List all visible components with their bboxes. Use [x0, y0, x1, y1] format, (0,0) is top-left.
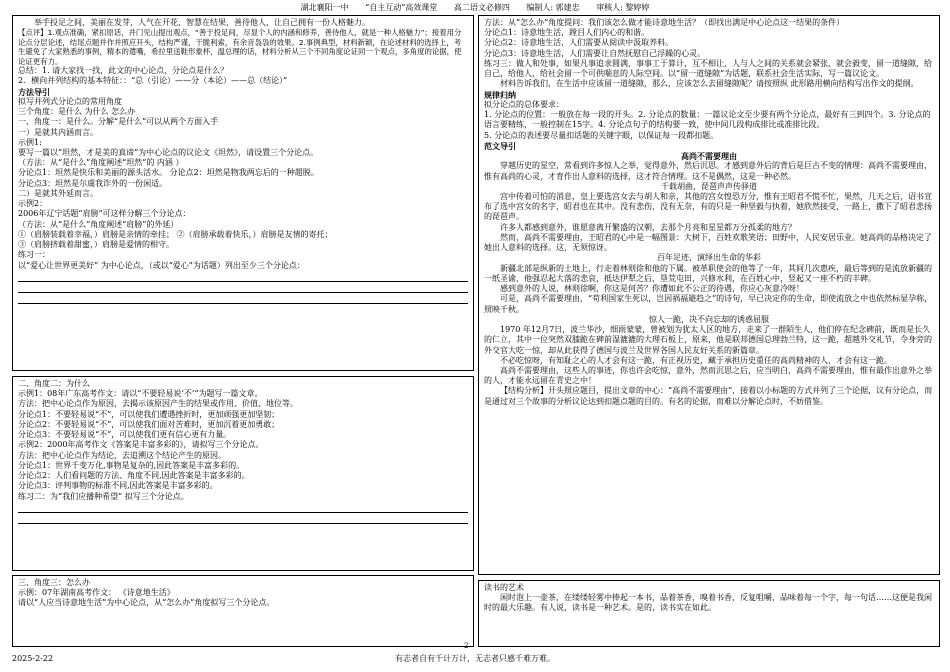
header-editor: 编制人: 郭建忠: [526, 3, 580, 12]
paragraph: 练习一：: [18, 250, 50, 260]
paragraph: 三个角度：是什么 为什么 怎么办: [18, 107, 136, 117]
paragraph: 请以“人应当诗意地生活”为中心论点，从“怎么办”角度拟写三个分论点。: [18, 598, 275, 608]
paragraph: 【结构分析】开头照应题目，提出文章的中心：“高尚不需要理由”，接着以小标题的方式并列了三个论据，议有分论点，而是通过对三个故事的分析议论达到扣题点题的目的。有名的论据，而难以分解论点时，不妨借鉴。: [484, 386, 933, 406]
answer-line: [18, 271, 468, 282]
paragraph: ①（肩膀装载着幸福，）肩膀是亲情的牵挂； ②（肩膀承载着快乐，）肩膀是友情的寄托；: [18, 229, 333, 239]
right-box2-content: [484, 583, 934, 614]
paragraph: 一、角度一：是什么。分解“是什么”可以从两个方面入手: [18, 117, 219, 127]
paragraph: ③（肩膀挤载着甜蜜，）肩膀是爱情的相守。: [18, 240, 174, 250]
paragraph: 示例2：2000年高考作文《答案是丰富多彩的》，请拟写三个分论点。: [18, 440, 264, 450]
right-box1-content: [484, 18, 934, 407]
paragraph: 范文导引: [484, 140, 516, 151]
paragraph: 不必吃惊呀，有知耻之心的人才会有这一跪，有正视历史，藏于承担历史重任的高尚精神的人，才会有这一跪。: [500, 355, 892, 365]
paragraph: 百年足迹，演绎出生命的华彩: [657, 253, 761, 263]
paragraph: 以“爱心让世界更美好” 为中心论点，（或以“爱心”为话题）列出至少三个分论点：: [18, 260, 305, 270]
paragraph: 分论点3：坦然是尔虞我诈外的一份闲适。: [18, 178, 168, 188]
paragraph: 规律归纳: [484, 89, 516, 100]
paragraph: 可是，高尚不需要理由，“苟利国家生死以，岂因祸福避趋之”的诗句，早已决定你的生命，即使流放之中也依然标显孕称，照映千秋。: [484, 294, 933, 314]
paragraph: 高尚不需要理由，这些人的事迹，你也许会吃惊，意外，然而沉思之后，应当明白，高尚不需要理由，惟有最作出意外之举的人，才能永远留在青史之中！: [484, 365, 932, 386]
paragraph: 5. 分论点的表述要尽量扣话题的关键字眼，以保证每一段都扣题。: [484, 130, 719, 140]
header-school: 湖北襄阳一中: [300, 3, 349, 12]
paragraph: 分论点1：坦然是快乐和美丽的源头活水。 分论点2：坦然是物我两忘后的一种超脱。: [18, 168, 319, 178]
right-box-reading-art: [478, 580, 940, 647]
paragraph: 宫中传着可怕的消息，皇上要选宫女去与胡人和亲，其他的宫女惶恐万分，惟有王昭君不慌不忙，果然，几天之后，诏书宣布了选中宫女的名字，昭君也在其中。没有悲伤，没有无奈，有的只是一种坚毅与执着，她欣然接受，一路上，撒下了昭君悲扬的琵琶声。: [484, 191, 932, 222]
answer-line: [18, 513, 468, 524]
page-header: [0, 3, 950, 13]
paragraph: 要写一篇以“坦然，才是美的真谛”为中心论点的议论文《坦然》，请设置三个分论点。: [18, 147, 319, 157]
left-box2-content: [18, 379, 468, 502]
paragraph: 惊人一跪，决不向忘却的诱惑屈服: [649, 314, 769, 324]
paragraph: 一）是就其内涵而言。: [18, 127, 98, 137]
right-column: [478, 15, 940, 647]
header-subject: “自主互动”高效课堂: [365, 3, 438, 12]
paragraph: 1. 分论点的位置：一般放在每一段的开头。2. 分论点的数量：一篇议论文至少要有两个分论点，最好有三到四个。3. 分论点的语言要精练，一般控制在15字。4. 分论点句子的结构要一致，使中间几段构成排比或准排比段。: [484, 110, 931, 130]
right-box-methods-and-model-essay: [478, 15, 940, 575]
page-footer: [0, 642, 950, 668]
paragraph: 分论点3：评判事物的标准不同,因此答案是丰富多彩的。: [18, 481, 218, 491]
paragraph: 示例1:: [18, 137, 42, 147]
paragraph: 方法：从“怎么办”角度提问：我们该怎么做才能诗意地生活？（即找出满足中心论点这一结果的条件）: [484, 18, 845, 27]
paragraph: 2006年辽宁话题“肩膀”可这样分解三个分论点：: [18, 209, 191, 219]
paragraph: 新疆北部是纵新的土地上，行走着林则徐和他的下属。被革职使会的他等了一年，其间几次惠疾，最后等到的是流放新疆的一纸圣谕，他强忍起大落的悲哀，抵达伊犁之后，垦荒屯田，兴修水利，在百姓心中，竖起又一座不朽的丰碑。: [484, 263, 932, 283]
paragraph: 示例2：: [18, 199, 48, 209]
footer-motto: 有志者自有千计万计，无志者只感千难万难。: [395, 654, 555, 663]
left-box-angle-why: [12, 376, 474, 571]
paragraph: 分论点2：诗意地生活，人们需要从阅读中汲取养料。: [484, 38, 674, 48]
paragraph: 分论点1：诗意地生活，蹚目人们内心的和谐。: [484, 28, 650, 38]
paragraph: 许多人都感到意外，谁愿意离开繁盛的汉朝，去那个月亮和星星都万分孤柔的地方？: [500, 222, 796, 232]
paragraph: 读书的艺术: [484, 583, 524, 592]
paragraph: 方法：把中心论点作为原因，去揭示该原因产生的结果或作用、价值、地位等。: [18, 399, 298, 409]
paragraph: 二、角度二：为什么: [18, 379, 90, 388]
left-column: [12, 15, 474, 647]
paragraph: 2．横向并列结构的基本特征：：“总（引论）——分（本论）——总（结论）”: [18, 76, 288, 86]
paragraph: 【点评】1.观点准确，紧扣原话，并门见山提出观点，“善于投足间，尽显个人的内涵和修养，善待他人，就是一种人格魅力”；接着用分论点分层论述，结尾点题并作并照应开头，结构严谨，干脆利索，有余音袅袅的效果。2.事例典型，材料新颖，在论述材料的选择上，考生避免了大家熟悉的事例，精本的遣嘴，希拉里送鞋形象杯，温总理的话，材料分析从三个不同角度论证同一个观点，多角度的论据，使论证更有力。: [18, 28, 462, 66]
footer-date: 2025-2-22: [12, 654, 54, 663]
paragraph: （方法：从“是什么”角度阐述“肩膀”的外延）: [18, 219, 179, 229]
paragraph: 三、角度三：怎么办: [18, 578, 90, 587]
left-box-angle-how: [12, 575, 474, 647]
paragraph: 分论点2：不要轻易说“不”，可以使我们面对苦难时，更加沉着更加勇敢；: [18, 419, 280, 429]
paragraph: 1970 年12月7日，波兰华沙，细雨蒙蒙，曾被划为犹太人区的地方，走来了一群陌生人，他们停在纪念碑前，既而是长久的仁立，其中一位突然双膝跪在碑前湿漉漉的大理石板上，原来，他是联邦德国总理勃兰特，这一跪，超越外交礼节，令身旁的外交官大吃一惊，却从此获得了德国与波兰及世界各国人民友好关系的新篇章。: [484, 325, 932, 355]
paragraph: 材料告诉我们，在生活中应该留一道缝隙，那么，应该怎么去留缝隙呢？请按照纵 此形路用横向结构写出作文的提纲。: [500, 79, 919, 89]
paragraph: 举手投足之间，美丽在发芽，人气在开花，智慧在结果，善待他人，让自己拥有一份人格魅力。: [34, 18, 370, 27]
paragraph: 分论点1：不要轻易说“不”，可以使我们遭遇挫折时，更加顽强更加坚韧；: [18, 409, 280, 419]
paragraph: 练习二：为“我们应播种希望” 拟写三个分论点。: [18, 491, 189, 501]
paragraph: 拟分论点的总体要求：: [484, 99, 564, 109]
paragraph: 分论点3：诗意地生活，人们需要让自然抚慰自己浮躁的心灵。: [484, 48, 706, 58]
header-grade: 高二语文必修四: [453, 3, 510, 12]
answer-line: [18, 282, 468, 293]
paragraph: 方法导引: [18, 86, 50, 97]
paragraph: 感到意外的人说，林则徐啊，你这是何苦？你遭如此不公正的待遇，你应心灰意冷呀！: [500, 284, 804, 294]
paragraph: 分论点2：人们看问题的方法、角度不同,因此答案是丰富多彩的。: [18, 471, 250, 481]
paragraph: 方法：把中心论点作为结论，去追溯这个结论产生的原因。: [18, 450, 226, 460]
left-box-outline-examples: [12, 15, 474, 371]
answer-line: [18, 293, 468, 304]
paragraph: 穿越历史的星空，常看到许多惊人之举，觉得意外，然后沉思。才感到意外后的背后是巨古不变的情理：高尚不需要理由，惟有高尚的心灵，才育作出人意料的选择，这才符合情理。这不是偶然，这是一种必然。: [484, 161, 932, 181]
paragraph: 拟写并列式分论点的常用角度: [18, 96, 122, 106]
left-box3-content: [18, 578, 468, 609]
paragraph: 总结：1. 请大家找一找，此文的中心论点、分论点是什么？: [18, 66, 229, 76]
paragraph: 分论点3：不要轻易说“不”，可以使我们更有信心更有力量。: [18, 430, 232, 440]
paragraph: 示例：07年湖南高考作文： 《诗意地生活》: [18, 588, 175, 598]
paragraph: 分论点1：世界千变万化,事物是复杂的,因此答案是丰富多彩的。: [18, 460, 245, 470]
paragraph: 二）是就其外延而言。: [18, 188, 98, 198]
left-box1-content: [18, 18, 468, 271]
paragraph: （方法：从“是什么”角度阐述“坦然”的 内涵 ）: [18, 158, 184, 168]
header-reviewer: 审核人: 黎婷婷: [596, 3, 650, 12]
paragraph: 练习三：做人和处事，如果凡事追求圆满，事事工于算计，互不相让，人与人之间的关系就会紧张，就会毅变，留一道缝隙，给自己，给他人，给社会留一个可供喘息的人际空间。以“留一道缝隙”为话题，联系社会生活实际，写一篇议论文。: [484, 58, 932, 79]
page-number: 2: [464, 642, 469, 650]
paragraph: 高尚不需要理由: [681, 151, 737, 162]
paragraph: 闲时泡上一壶茶，在缕缕轻雾中捧起一本书，品着茶香，嗅着书香，反复咀嚼，品味着每一个字，每一句话……这便是我闲时的最大乐趣。有人说，读书是一种艺术。是的，读书实在如此。: [484, 593, 932, 613]
paragraph: 然而，高尚不需要理由，王昭君的心中是一幅图景：大树下，百姓欢歌笑语；田野中，人民安居乐业。她高尚的品格决定了她出人意料的选择。这，无须惊讶。: [484, 232, 932, 253]
paragraph: 示例1：08年广东高考作文：请以“不要轻易说‘不’”为题写一篇文章。: [18, 389, 263, 399]
answer-line: [18, 502, 468, 513]
paragraph: 千载胡曲，琵琶声声传驿道: [661, 181, 757, 191]
